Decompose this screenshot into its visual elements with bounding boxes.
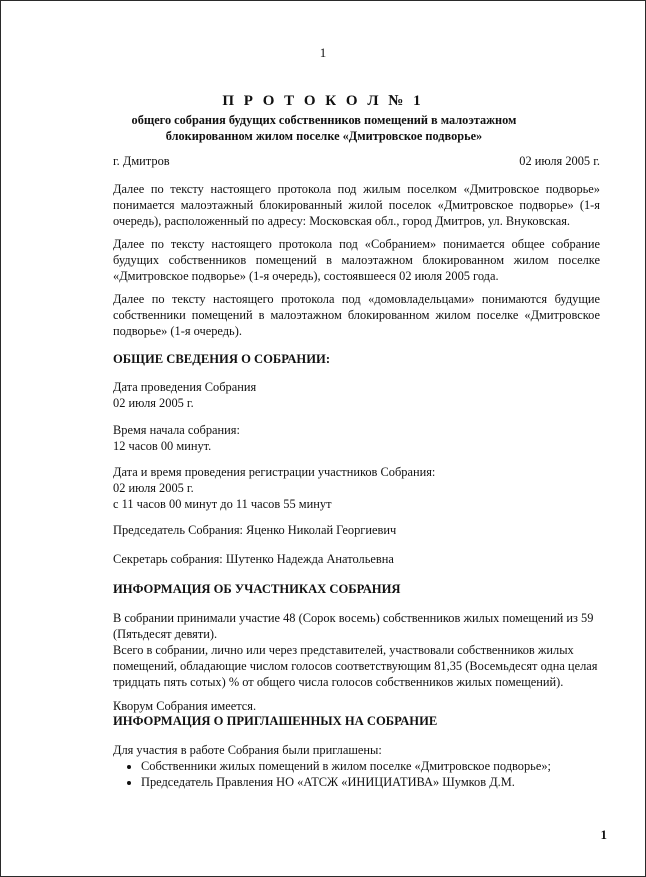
invited-intro: Для участия в работе Собрания были приглашены:	[113, 743, 382, 757]
participants-paragraph-1: В собрании принимали участие 48 (Сорок восемь) собственников жилых помещений из 59 (Пятьдесят девяти).	[113, 611, 594, 641]
registration-label: Дата и время проведения регистрации участников Собрания:	[113, 465, 436, 479]
city-date-line	[113, 153, 600, 169]
quorum-line: Кворум Собрания имеется.	[113, 699, 257, 713]
paragraph-2: Далее по тексту настоящего протокола под «Собранием» понимается общее собрание будущих собственников помещений в малоэтажном блокированном жилом поселке «Дмитровское подворье» (1-я очередь), состоявшееся 02 июля 2005 года.	[113, 237, 600, 283]
list-item: • Собственники жилых помещений в жилом поселке «Дмитровское подворье»;	[141, 758, 600, 774]
list-item: • Председатель Правления НО «АТСЖ «ИНИЦИАТИВА» Шумков Д.М.	[141, 774, 600, 790]
page-number-bottom: 1	[600, 827, 607, 842]
registration-time: с 11 часов 00 минут до 11 часов 55 минут	[113, 497, 332, 511]
invited-list-container	[113, 758, 600, 790]
start-time-value: 12 часов 00 минут.	[113, 439, 212, 453]
city: г. Дмитров	[113, 154, 170, 168]
document-date: 02 июля 2005 г.	[519, 154, 600, 168]
paragraph-3: Далее по тексту настоящего протокола под «домовладельцами» понимаются будущие собственники помещений в малоэтажном блокированном жилом поселке «Дмитровское подворье» (1-я очередь).	[113, 292, 600, 338]
participants-paragraph-2: Всего в собрании, лично или через представителей, участвовали собственников жилых помещений, обладающие числом голосов соответствующим 81,35 (Восемьдесят одна целая тридцать пять сотых) % от общего числа голосов собственников жилых помещений).	[113, 643, 598, 689]
paragraph-1: Далее по тексту настоящего протокола под жилым поселком «Дмитровское подворье» понимается малоэтажный блокированный жилой поселок «Дмитровское подворье» (1-я очередь), расположенный по адресу: Московская обл., город Дмитров, ул. Внуковская.	[113, 182, 600, 228]
secretary-line: Секретарь собрания: Шутенко Надежда Анатольевна	[113, 552, 394, 566]
page-number-top: 1	[319, 45, 327, 60]
invited-list	[113, 758, 600, 790]
registration-date: 02 июля 2005 г.	[113, 481, 194, 495]
section-invited-heading: ИНФОРМАЦИЯ О ПРИГЛАШЕННЫХ НА СОБРАНИЕ	[113, 714, 438, 728]
document-title: П Р О Т О К О Л № 1	[222, 93, 424, 109]
chairman-line: Председатель Собрания: Яценко Николай Георгиевич	[113, 523, 397, 537]
meeting-date-label: Дата проведения Собрания	[113, 380, 257, 394]
meeting-date-value: 02 июля 2005 г.	[113, 396, 194, 410]
section-general-heading: ОБЩИЕ СВЕДЕНИЯ О СОБРАНИИ:	[113, 352, 331, 366]
start-time-label: Время начала собрания:	[113, 423, 240, 437]
document-subtitle: общего собрания будущих собственников помещений в малоэтажном блокированном жилом поселке «Дмитровское подворье»	[131, 113, 517, 143]
section-participants-heading: ИНФОРМАЦИЯ ОБ УЧАСТНИКАХ СОБРАНИЯ	[113, 582, 401, 596]
